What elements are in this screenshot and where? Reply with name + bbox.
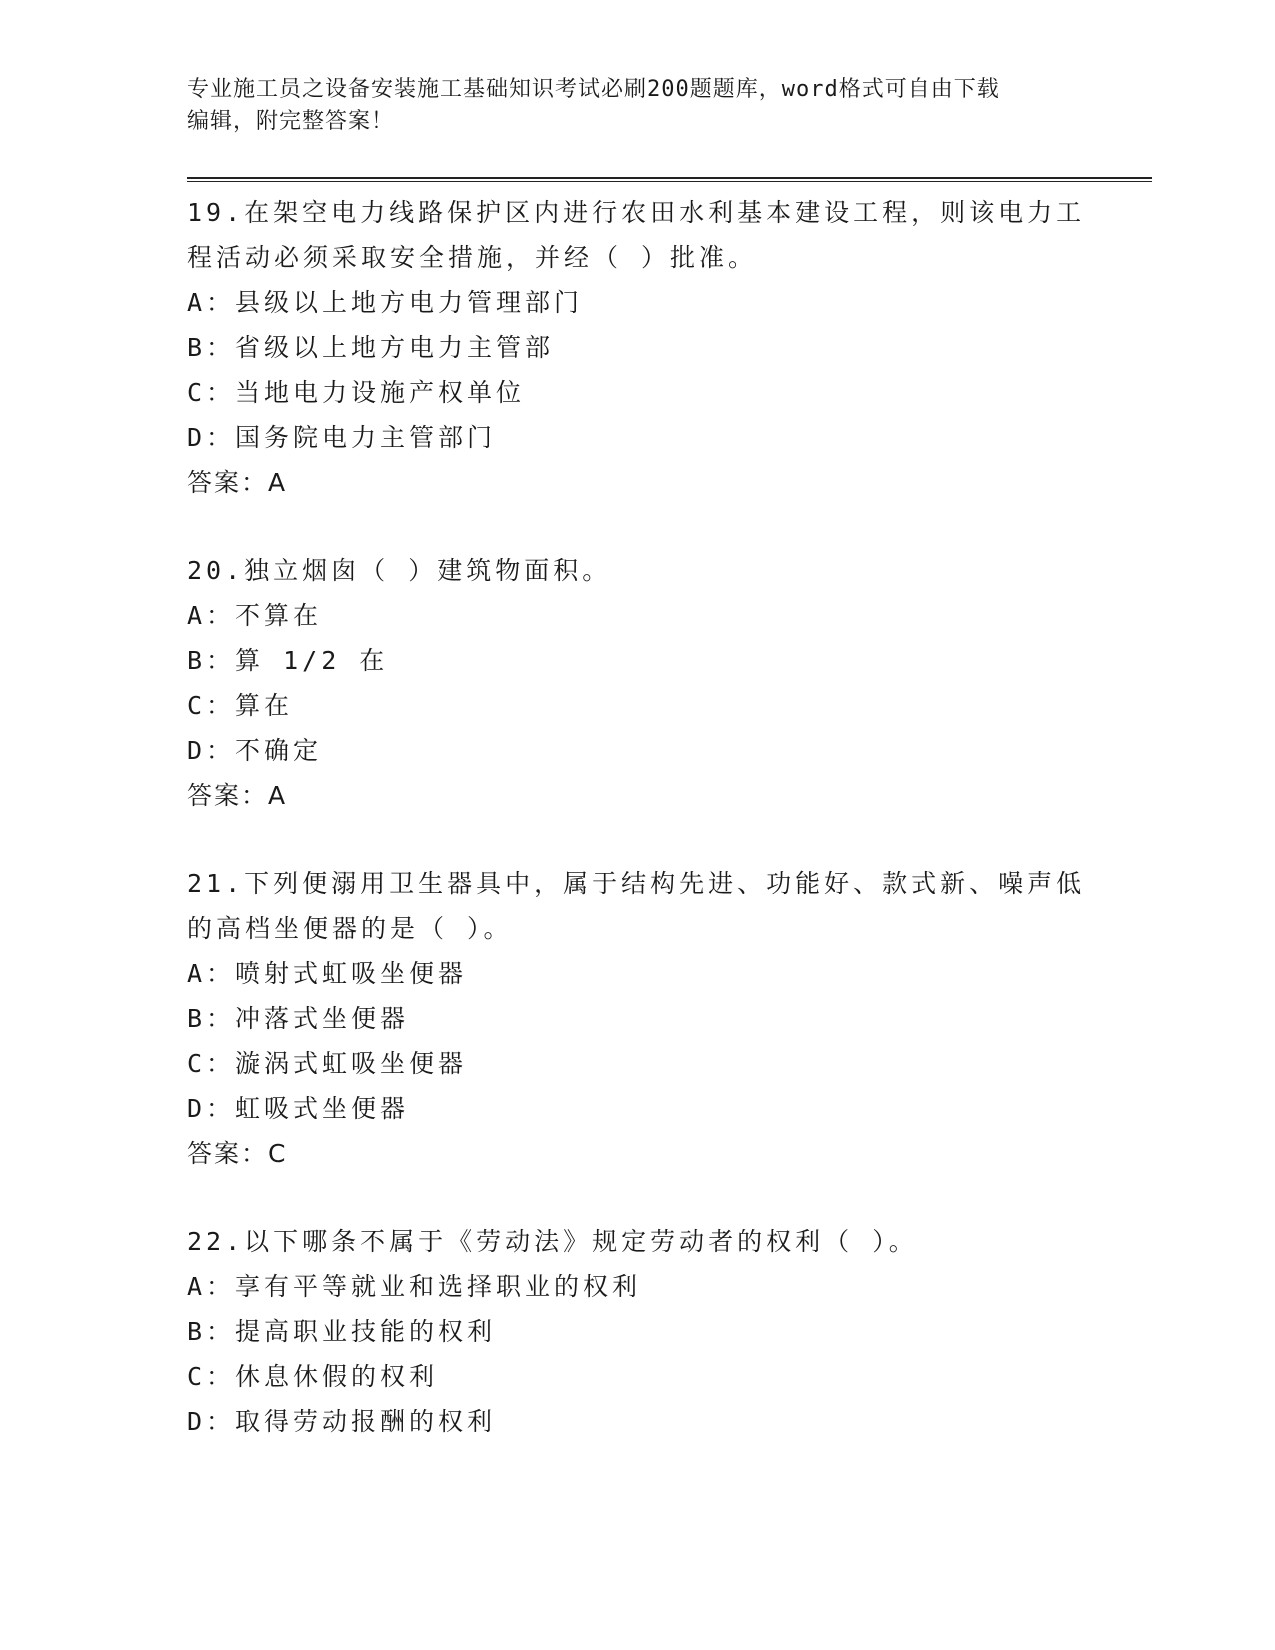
option-b: B：提高职业技能的权利 <box>187 1317 497 1346</box>
header-divider-thin <box>187 181 1152 182</box>
header-title-line2: 编辑，附完整答案！ <box>187 109 395 134</box>
answer: 答案：C <box>187 1139 288 1168</box>
question-21 <box>187 861 1087 1176</box>
question-stem-continued: 程活动必须采取安全措施，并经（ ）批准。 <box>187 243 758 272</box>
option-a: A：县级以上地方电力管理部门 <box>187 288 584 317</box>
question-list <box>187 190 1087 1487</box>
option-a: A：喷射式虹吸坐便器 <box>187 959 468 988</box>
option-d: D：不确定 <box>187 736 323 765</box>
option-d: D：取得劳动报酬的权利 <box>187 1407 497 1436</box>
question-stem: 19.在架空电力线路保护区内进行农田水利基本建设工程，则该电力工 <box>187 198 1086 227</box>
option-b: B：省级以上地方电力主管部 <box>187 333 555 362</box>
question-19 <box>187 190 1087 505</box>
document-header <box>187 74 1067 138</box>
option-c: C：休息休假的权利 <box>187 1362 439 1391</box>
question-22 <box>187 1219 1087 1444</box>
question-stem: 22.以下哪条不属于《劳动法》规定劳动者的权利（ ）。 <box>187 1227 918 1256</box>
question-stem: 20.独立烟囱（ ）建筑物面积。 <box>187 556 612 585</box>
option-d: D：国务院电力主管部门 <box>187 423 497 452</box>
option-b: B：冲落式坐便器 <box>187 1004 410 1033</box>
option-c: C：当地电力设施产权单位 <box>187 378 526 407</box>
option-c: C：算在 <box>187 691 294 720</box>
option-a: A：享有平等就业和选择职业的权利 <box>187 1272 642 1301</box>
option-c: C：漩涡式虹吸坐便器 <box>187 1049 468 1078</box>
question-stem: 21.下列便溺用卫生器具中，属于结构先进、功能好、款式新、噪声低 <box>187 869 1086 898</box>
option-b: B：算 1/2 在 <box>187 646 389 675</box>
question-20 <box>187 548 1087 818</box>
option-a: A：不算在 <box>187 601 323 630</box>
header-divider-thick <box>187 177 1152 179</box>
answer: 答案：A <box>187 781 288 810</box>
answer: 答案：A <box>187 468 288 497</box>
question-stem-continued: 的高档坐便器的是（ ）。 <box>187 914 513 943</box>
header-title-line1: 专业施工员之设备安装施工基础知识考试必刷200题题库，word格式可自由下载 <box>187 77 1000 102</box>
option-d: D：虹吸式坐便器 <box>187 1094 410 1123</box>
